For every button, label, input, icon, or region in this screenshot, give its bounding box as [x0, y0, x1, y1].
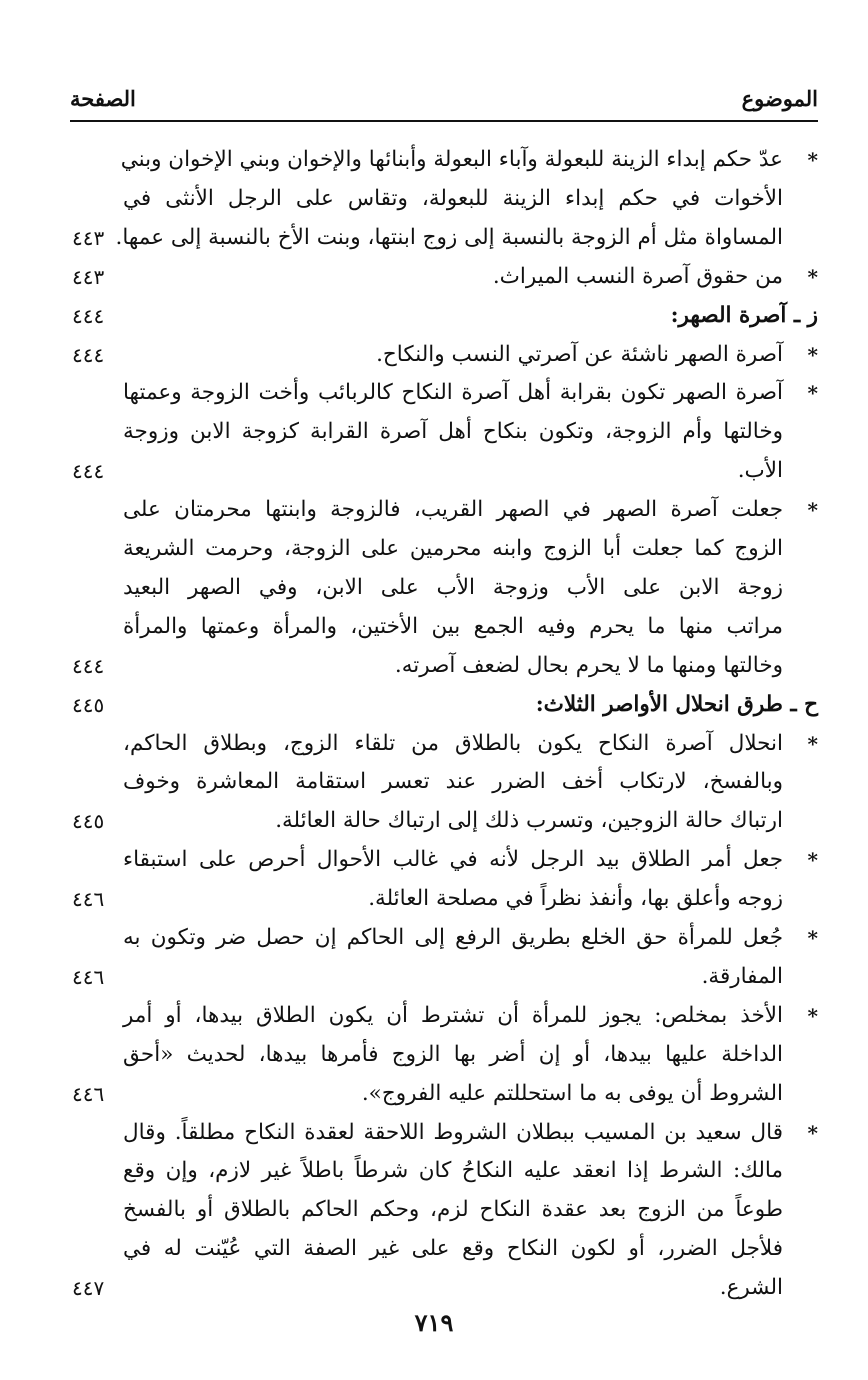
- index-line: [0, 1116, 868, 1150]
- entry-text: طوعاً من الزوج بعد عقدة النكاح لزم، وحكم الحاكم بالطلاق أو بالفسخ: [123, 1197, 783, 1223]
- index-line: [0, 532, 868, 566]
- bullet-star: *: [807, 1120, 818, 1145]
- entry-text: المساواة مثل أم الزوجة بالنسبة إلى زوج ابنتها، وبنت الأخ بالنسبة إلى عمها.: [115, 224, 783, 250]
- index-line: [0, 1154, 868, 1188]
- section-heading: ز ـ آصرة الصهر:: [670, 302, 818, 328]
- entry-page-number: ٤٤٤: [72, 303, 105, 328]
- entry-text: الشروط أن يوفى به ما استحللتم عليه الفروج».: [361, 1080, 783, 1106]
- page-number: ٧١٩: [414, 1308, 454, 1337]
- index-line: [0, 182, 868, 216]
- bullet-star: *: [807, 264, 818, 289]
- index-line: [0, 882, 868, 916]
- entry-page-number: ٤٤٤: [72, 459, 105, 484]
- index-line: [0, 299, 868, 333]
- index-line: [0, 571, 868, 605]
- entry-text: انحلال آصرة النكاح يكون بالطلاق من تلقاء الزوج، وبطلاق الحاكم،: [123, 730, 783, 756]
- index-line: [0, 1038, 868, 1072]
- index-line: [0, 221, 868, 255]
- entry-text: الزوج كما جعلت أبا الزوج وابنه محرمين على الزوجة، وحرمت الشريعة: [123, 536, 783, 561]
- index-line: [0, 143, 868, 177]
- entry-text: الأب.: [737, 458, 783, 484]
- entry-text: المفارقة.: [701, 963, 783, 989]
- entry-text: وبالفسخ، لارتكاب أخف الضرر عند تعسر استقامة المعاشرة وخوف: [123, 769, 783, 795]
- entry-page-number: ٤٤٦: [72, 1081, 105, 1106]
- entry-text: وخالتها وأم الزوجة، وتكون بنكاح أهل آصرة القرابة كزوجة الابن وزوجة: [123, 419, 783, 445]
- entry-text: الداخلة عليها بيدها، أو إن أضر بها الزوج فأمرها بيدها، لحديث «أحق: [123, 1041, 783, 1067]
- entry-page-number: ٤٤٣: [72, 225, 105, 250]
- entry-page-number: ٤٤٦: [72, 964, 105, 989]
- index-line: [0, 260, 868, 294]
- entry-text: الشرع.: [719, 1275, 783, 1301]
- entry-text: مراتب منها ما يحرم وفيه الجمع بين الأختين، والمرأة وعمتها والمرأة: [123, 613, 783, 639]
- entry-text: الأخذ بمخلص: يجوز للمرأة أن تشترط أن يكون الطلاق بيدها، أو أمر: [123, 1002, 783, 1028]
- bullet-star: *: [807, 1003, 818, 1028]
- entry-text: الأخوات في حكم إبداء الزينة للبعولة، وتقاس على الرجل الأنثى في: [123, 185, 783, 211]
- index-line: [0, 727, 868, 761]
- entry-text: زوجه وأعلق بها، وأنفذ نظراً في مصلحة العائلة.: [368, 886, 783, 912]
- header-topic-label: الموضوع: [741, 86, 818, 111]
- index-line: [0, 1077, 868, 1111]
- index-line: [0, 454, 868, 488]
- index-line: [0, 960, 868, 994]
- bullet-star: *: [807, 381, 818, 406]
- entry-text: وخالتها ومنها ما لا يحرم بحال لضعف آصرته.: [394, 652, 783, 678]
- index-line: [0, 804, 868, 838]
- header-page-label: الصفحة: [70, 86, 136, 111]
- entry-text: ارتباك حالة الزوجين، وتسرب ذلك إلى ارتباك حالة العائلة.: [275, 808, 783, 834]
- entry-text: من حقوق آصرة النسب الميراث.: [492, 263, 783, 289]
- entry-page-number: ٤٤٤: [72, 653, 105, 678]
- index-line: [0, 688, 868, 722]
- index-line: [0, 1193, 868, 1227]
- entry-text: جعلت آصرة الصهر في الصهر القريب، فالزوجة وابنتها محرمتان على: [123, 497, 783, 523]
- bullet-star: *: [807, 342, 818, 367]
- index-line: [0, 493, 868, 527]
- entry-page-number: ٤٤٥: [72, 692, 105, 717]
- entry-text: جُعل للمرأة حق الخلع بطريق الرفع إلى الحاكم إن حصل ضر وتكون به: [123, 925, 783, 950]
- entry-text: جعل أمر الطلاق بيد الرجل لأنه في غالب الأحوال أحرص على استبقاء: [123, 847, 783, 873]
- entry-text: عدّ حكم إبداء الزينة للبعولة وآباء البعولة وأبنائها والإخوان وبني الإخوان وبني: [120, 147, 783, 172]
- bullet-star: *: [807, 848, 818, 873]
- index-line: [0, 1271, 868, 1305]
- entry-page-number: ٤٤٤: [72, 342, 105, 367]
- entry-text: قال سعيد بن المسيب ببطلان الشروط اللاحقة لعقدة النكاح مطلقاً. وقال: [123, 1119, 783, 1145]
- bullet-star: *: [807, 926, 818, 950]
- index-line: [0, 1232, 868, 1266]
- bullet-star: *: [807, 148, 818, 172]
- entry-page-number: ٤٤٣: [72, 264, 105, 289]
- index-line: [0, 999, 868, 1033]
- index-line: [0, 376, 868, 410]
- index-line: [0, 610, 868, 644]
- index-header: [70, 84, 818, 122]
- index-line: [0, 338, 868, 372]
- entry-text: آصرة الصهر ناشئة عن آصرتي النسب والنكاح.: [376, 341, 783, 367]
- entry-text: آصرة الصهر تكون بقرابة أهل آصرة النكاح كالربائب وأخت الزوجة وعمتها: [123, 380, 783, 406]
- bullet-star: *: [807, 731, 818, 756]
- index-line: [0, 415, 868, 449]
- index-line: [0, 765, 868, 799]
- entry-text: مالك: الشرط إذا انعقد عليه النكاحُ كان شرطاً باطلاً غير لازم، وإن وقع: [123, 1158, 783, 1184]
- section-heading: ح ـ طرق انحلال الأواصر الثلاث:: [535, 691, 818, 717]
- index-line: [0, 649, 868, 683]
- index-line: [0, 921, 868, 955]
- entry-text: فلأجل الضرر، أو لكون النكاح وقع على غير الصفة التي عُيّنت له في: [123, 1236, 783, 1262]
- bullet-star: *: [807, 498, 818, 523]
- entry-page-number: ٤٤٥: [72, 809, 105, 834]
- index-line: [0, 843, 868, 877]
- entry-text: زوجة الابن على الأب وزوجة الأب على الابن، وفي الصهر البعيد: [123, 574, 783, 600]
- entry-page-number: ٤٤٧: [72, 1276, 105, 1301]
- entry-page-number: ٤٤٦: [72, 887, 105, 912]
